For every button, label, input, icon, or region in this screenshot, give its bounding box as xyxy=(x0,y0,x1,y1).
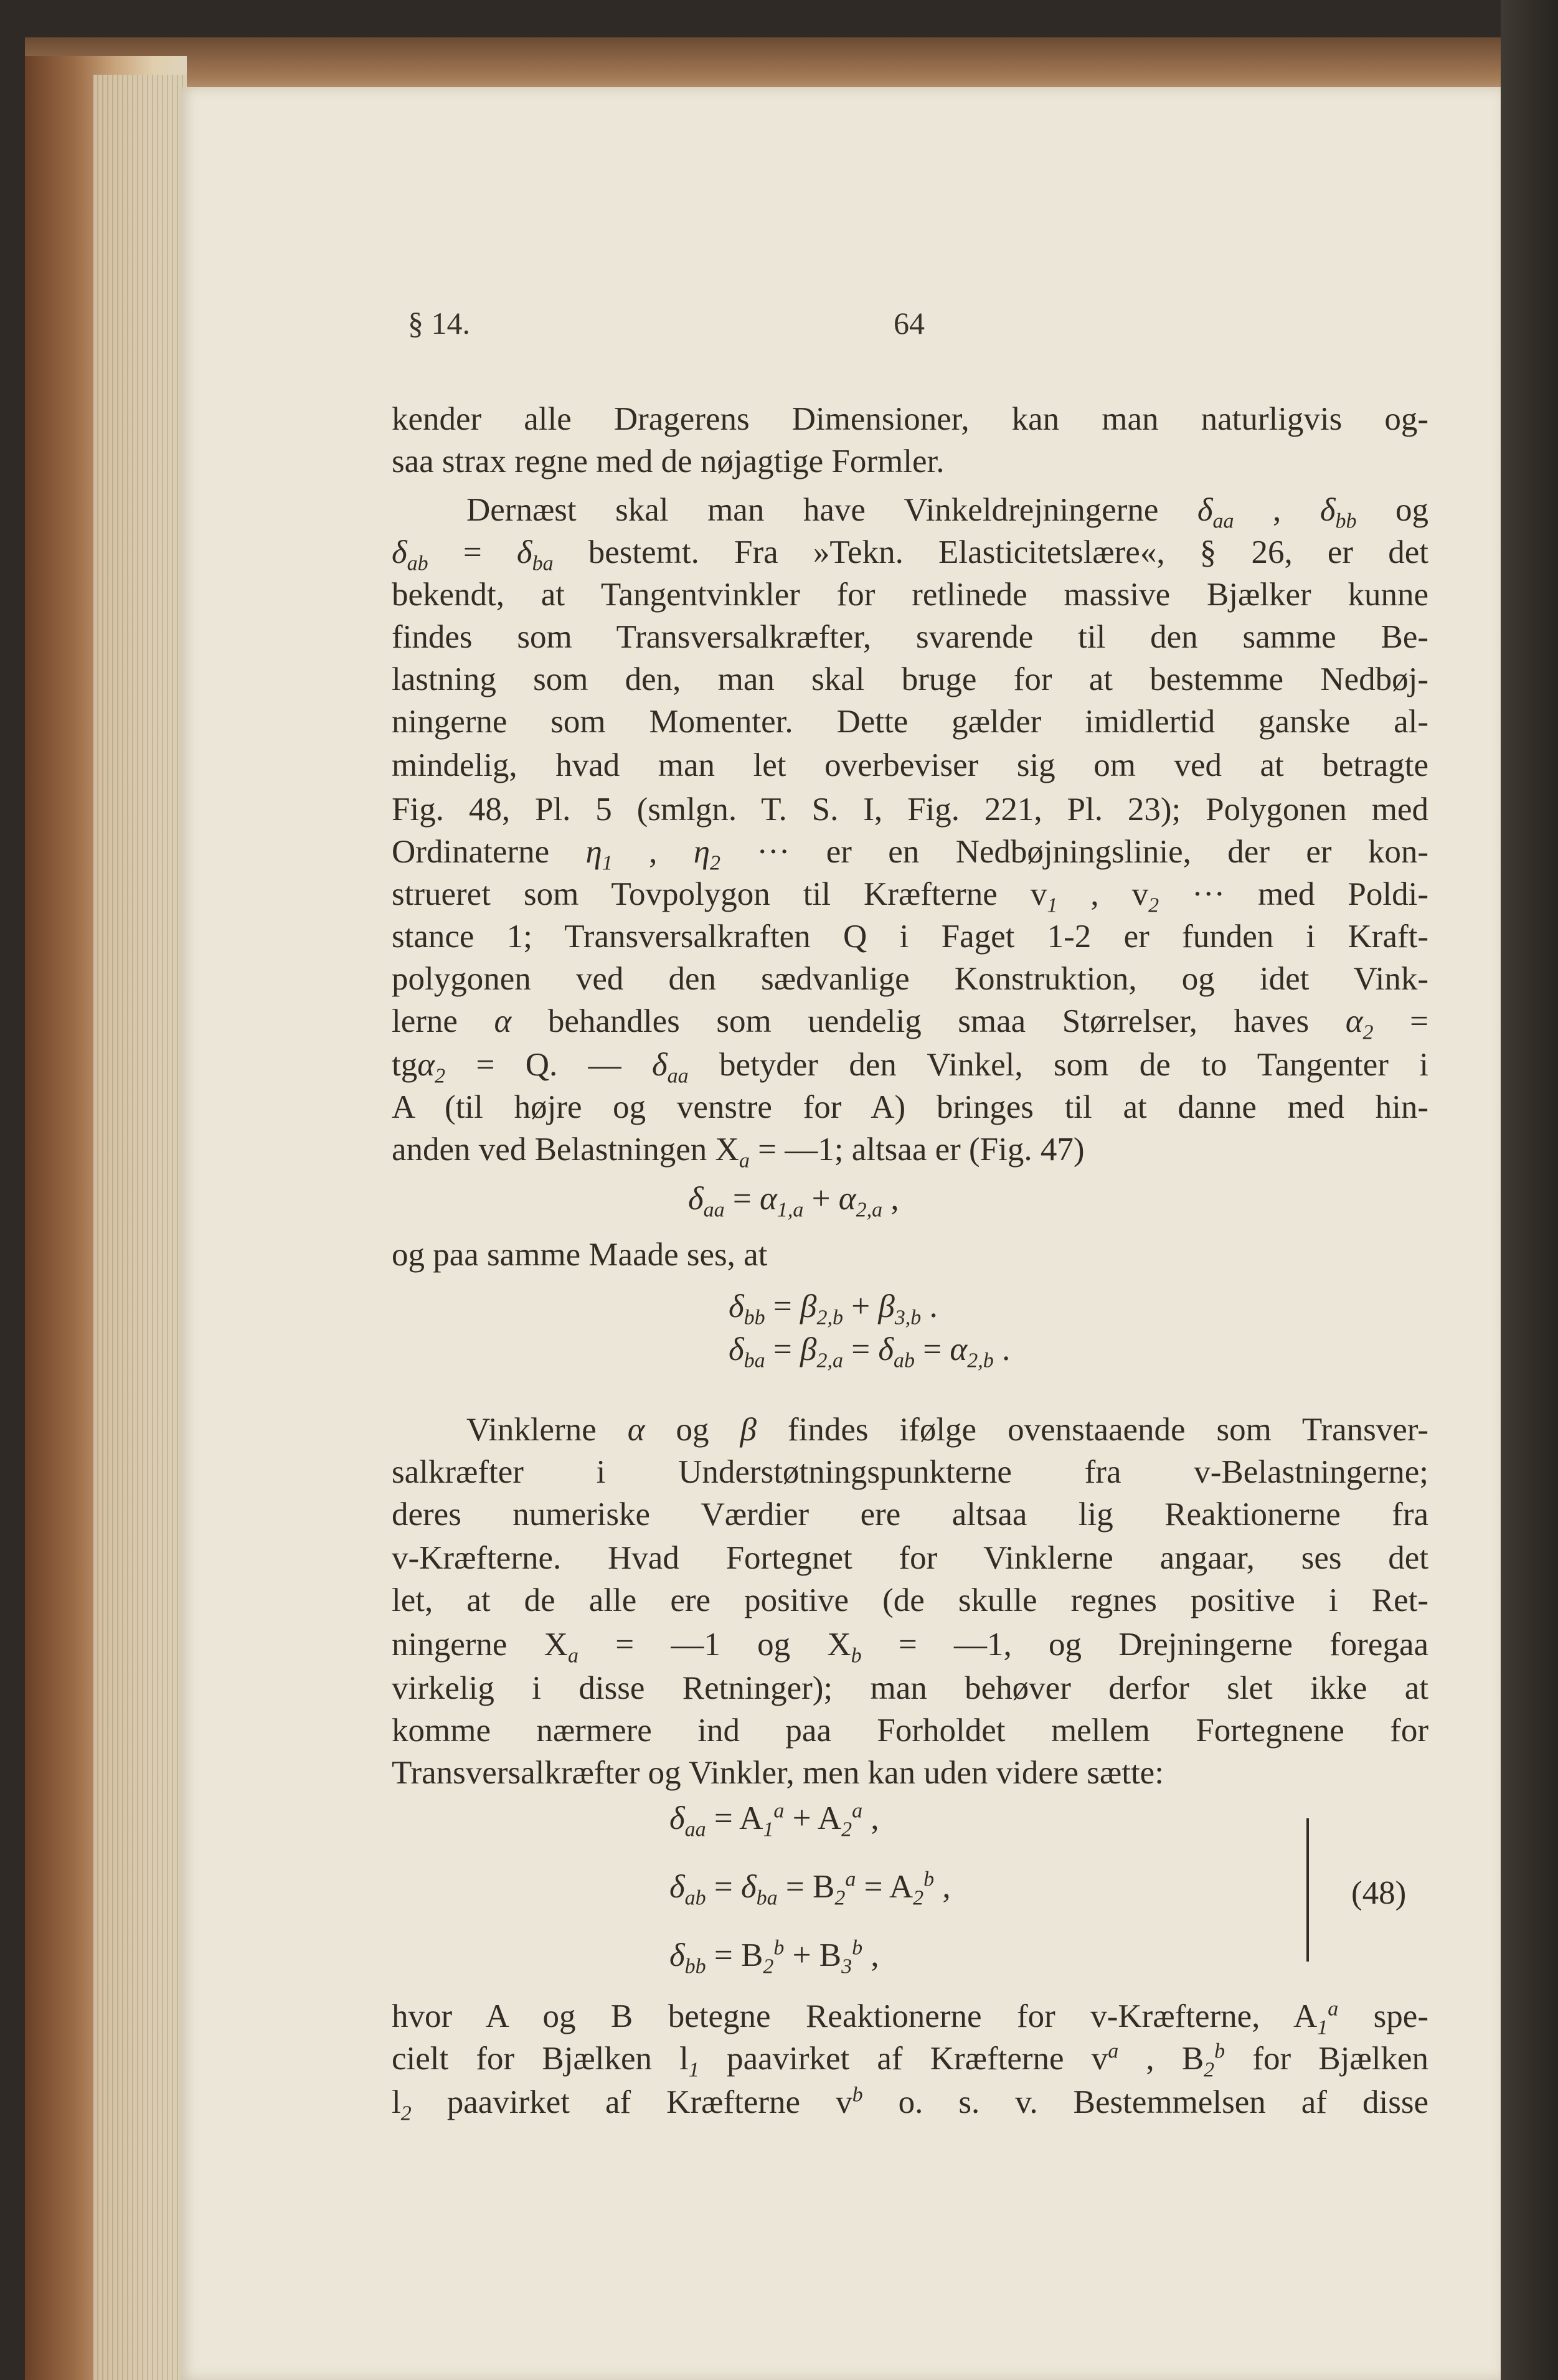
paragraph4-line: $l_2$ paavirket af Kræfterne $v^b$ o. s. v. Bestemmelsen af disse xyxy=(392,2083,1428,2125)
paragraph1-line: kender alle Dragerens Dimensioner, kan man naturligvis og- xyxy=(392,401,1428,437)
equation-48-line-3: $\delta_{bb} = B_2^b + B_3^b$ , xyxy=(669,1936,879,1978)
paragraph2-line: Fig. 48, Pl. 5 (smlgn. T. S. I, Fig. 221, Pl. 23); Polygonen med xyxy=(392,791,1428,828)
connector-text: og paa samme Maade ses, at xyxy=(392,1237,768,1273)
scan-background xyxy=(1501,0,1558,2380)
equation-brace xyxy=(1300,1818,1309,1962)
paragraph3-line: deres numeriske Værdier ere altsaa lig Reaktionerne fra xyxy=(392,1496,1428,1532)
paragraph2-line: lastning som den, man skal bruge for at bestemme Nedbøj- xyxy=(392,661,1428,697)
paragraph2-line: Dernæst skal man have Vinkeldrejningerne $\delta_{aa}$ , $\delta_{bb}$ og xyxy=(466,492,1429,533)
paragraph3-line: ningerne $X_a$ = —1 og $X_b$ = —1, og Drejningerne foregaa xyxy=(392,1627,1428,1668)
equation-48-line-2: $\delta_{ab} = \delta_{ba} = B_2^a = A_2^b$ , xyxy=(669,1868,951,1910)
paragraph2-line: ningerne som Momenter. Dette gælder imidlertid ganske al- xyxy=(392,704,1428,740)
paragraph2-line: stance 1; Transversalkraften Q i Faget 1-2 er funden i Kraft- xyxy=(392,918,1428,955)
equation-delta-bb: $\delta_{bb} = \beta_{2,b} + \beta_{3,b}$ . xyxy=(729,1288,938,1329)
paragraph2-line: strueret som Tovpolygon til Kræfterne $v_1$ , $v_2$ ··· med Poldi- xyxy=(392,876,1428,917)
paragraph3-line: Vinklerne α og β findes ifølge ovenstaaende som Transver- xyxy=(466,1412,1428,1448)
paragraph2-line: polygonen ved den sædvanlige Konstruktion, og idet Vink- xyxy=(392,961,1428,997)
paragraph3-line: Transversalkræfter og Vinkler, men kan uden videre sætte: xyxy=(392,1755,1164,1791)
paragraph2-line: anden ved Belastningen $X_a$ = —1; altsaa er (Fig. 47) xyxy=(392,1131,1085,1173)
paragraph2-line: lerne α behandles som uendelig smaa Størrelser, haves $\alpha_2$ = xyxy=(392,1003,1428,1044)
paragraph2-line: mindelig, hvad man let overbeviser sig om ved at betragte xyxy=(392,747,1428,783)
paragraph4-line: cielt for Bjælken $l_1$ paavirket af Kræfterne $v^a$ , $B_2^b$ for Bjælken xyxy=(392,2039,1428,2082)
paragraph2-line: $\delta_{ab} = \delta_{ba}$ bestemt. Fra »Tekn. Elasticitetslære«, § 26, er det xyxy=(392,534,1429,575)
equation-48-line-1: $\delta_{aa} = A_1^a + A_2^a$ , xyxy=(669,1799,879,1841)
paragraph2-line: bekendt, at Tangentvinkler for retlinede massive Bjælker kunne xyxy=(392,577,1428,613)
paragraph3-line: salkræfter i Understøtningspunkterne fra v-Belastningerne; xyxy=(392,1454,1428,1490)
page-number: 64 xyxy=(894,306,925,341)
equation-number: (48) xyxy=(1351,1875,1407,1911)
section-header: § 14. xyxy=(408,306,470,341)
equation-delta-ba: $\delta_{ba} = \beta_{2,a} = \delta_{ab} = \alpha_{2,b}$ . xyxy=(729,1331,1011,1372)
paragraph2-line: A (til højre og venstre for A) bringes til at danne med hin- xyxy=(392,1089,1428,1125)
paragraph2-line: findes som Transversalkræfter, svarende til den samme Be- xyxy=(392,619,1428,655)
paragraph3-line: virkelig i disse Retninger); man behøver derfor slet ikke at xyxy=(392,1670,1428,1706)
paragraph3-line: let, at de alle ere positive (de skulle regnes positive i Ret- xyxy=(392,1582,1428,1618)
equation-delta-aa: $\delta_{aa} = \alpha_{1,a} + \alpha_{2,a}$ , xyxy=(688,1181,899,1222)
paragraph3-line: komme nærmere ind paa Forholdet mellem Fortegnene for xyxy=(392,1712,1428,1749)
paragraph4-line: hvor A og B betegne Reaktionerne for v-Kræfterne, $A_1^a$ spe- xyxy=(392,1997,1428,2039)
paragraph3-line: v-Kræfterne. Hvad Fortegnet for Vinklerne angaar, ses det xyxy=(392,1540,1428,1576)
page-stack xyxy=(93,75,187,2380)
paragraph2-line: tgα$_2$ = Q. — $\delta_{aa}$ betyder den Vinkel, som de to Tangenter i xyxy=(392,1047,1429,1088)
paragraph1-line: saa strax regne med de nøjagtige Formler. xyxy=(392,443,945,479)
paragraph2-line: Ordinaterne $\eta_1$ , $\eta_2$ ··· er en Nedbøjningslinie, der er kon- xyxy=(392,834,1429,875)
